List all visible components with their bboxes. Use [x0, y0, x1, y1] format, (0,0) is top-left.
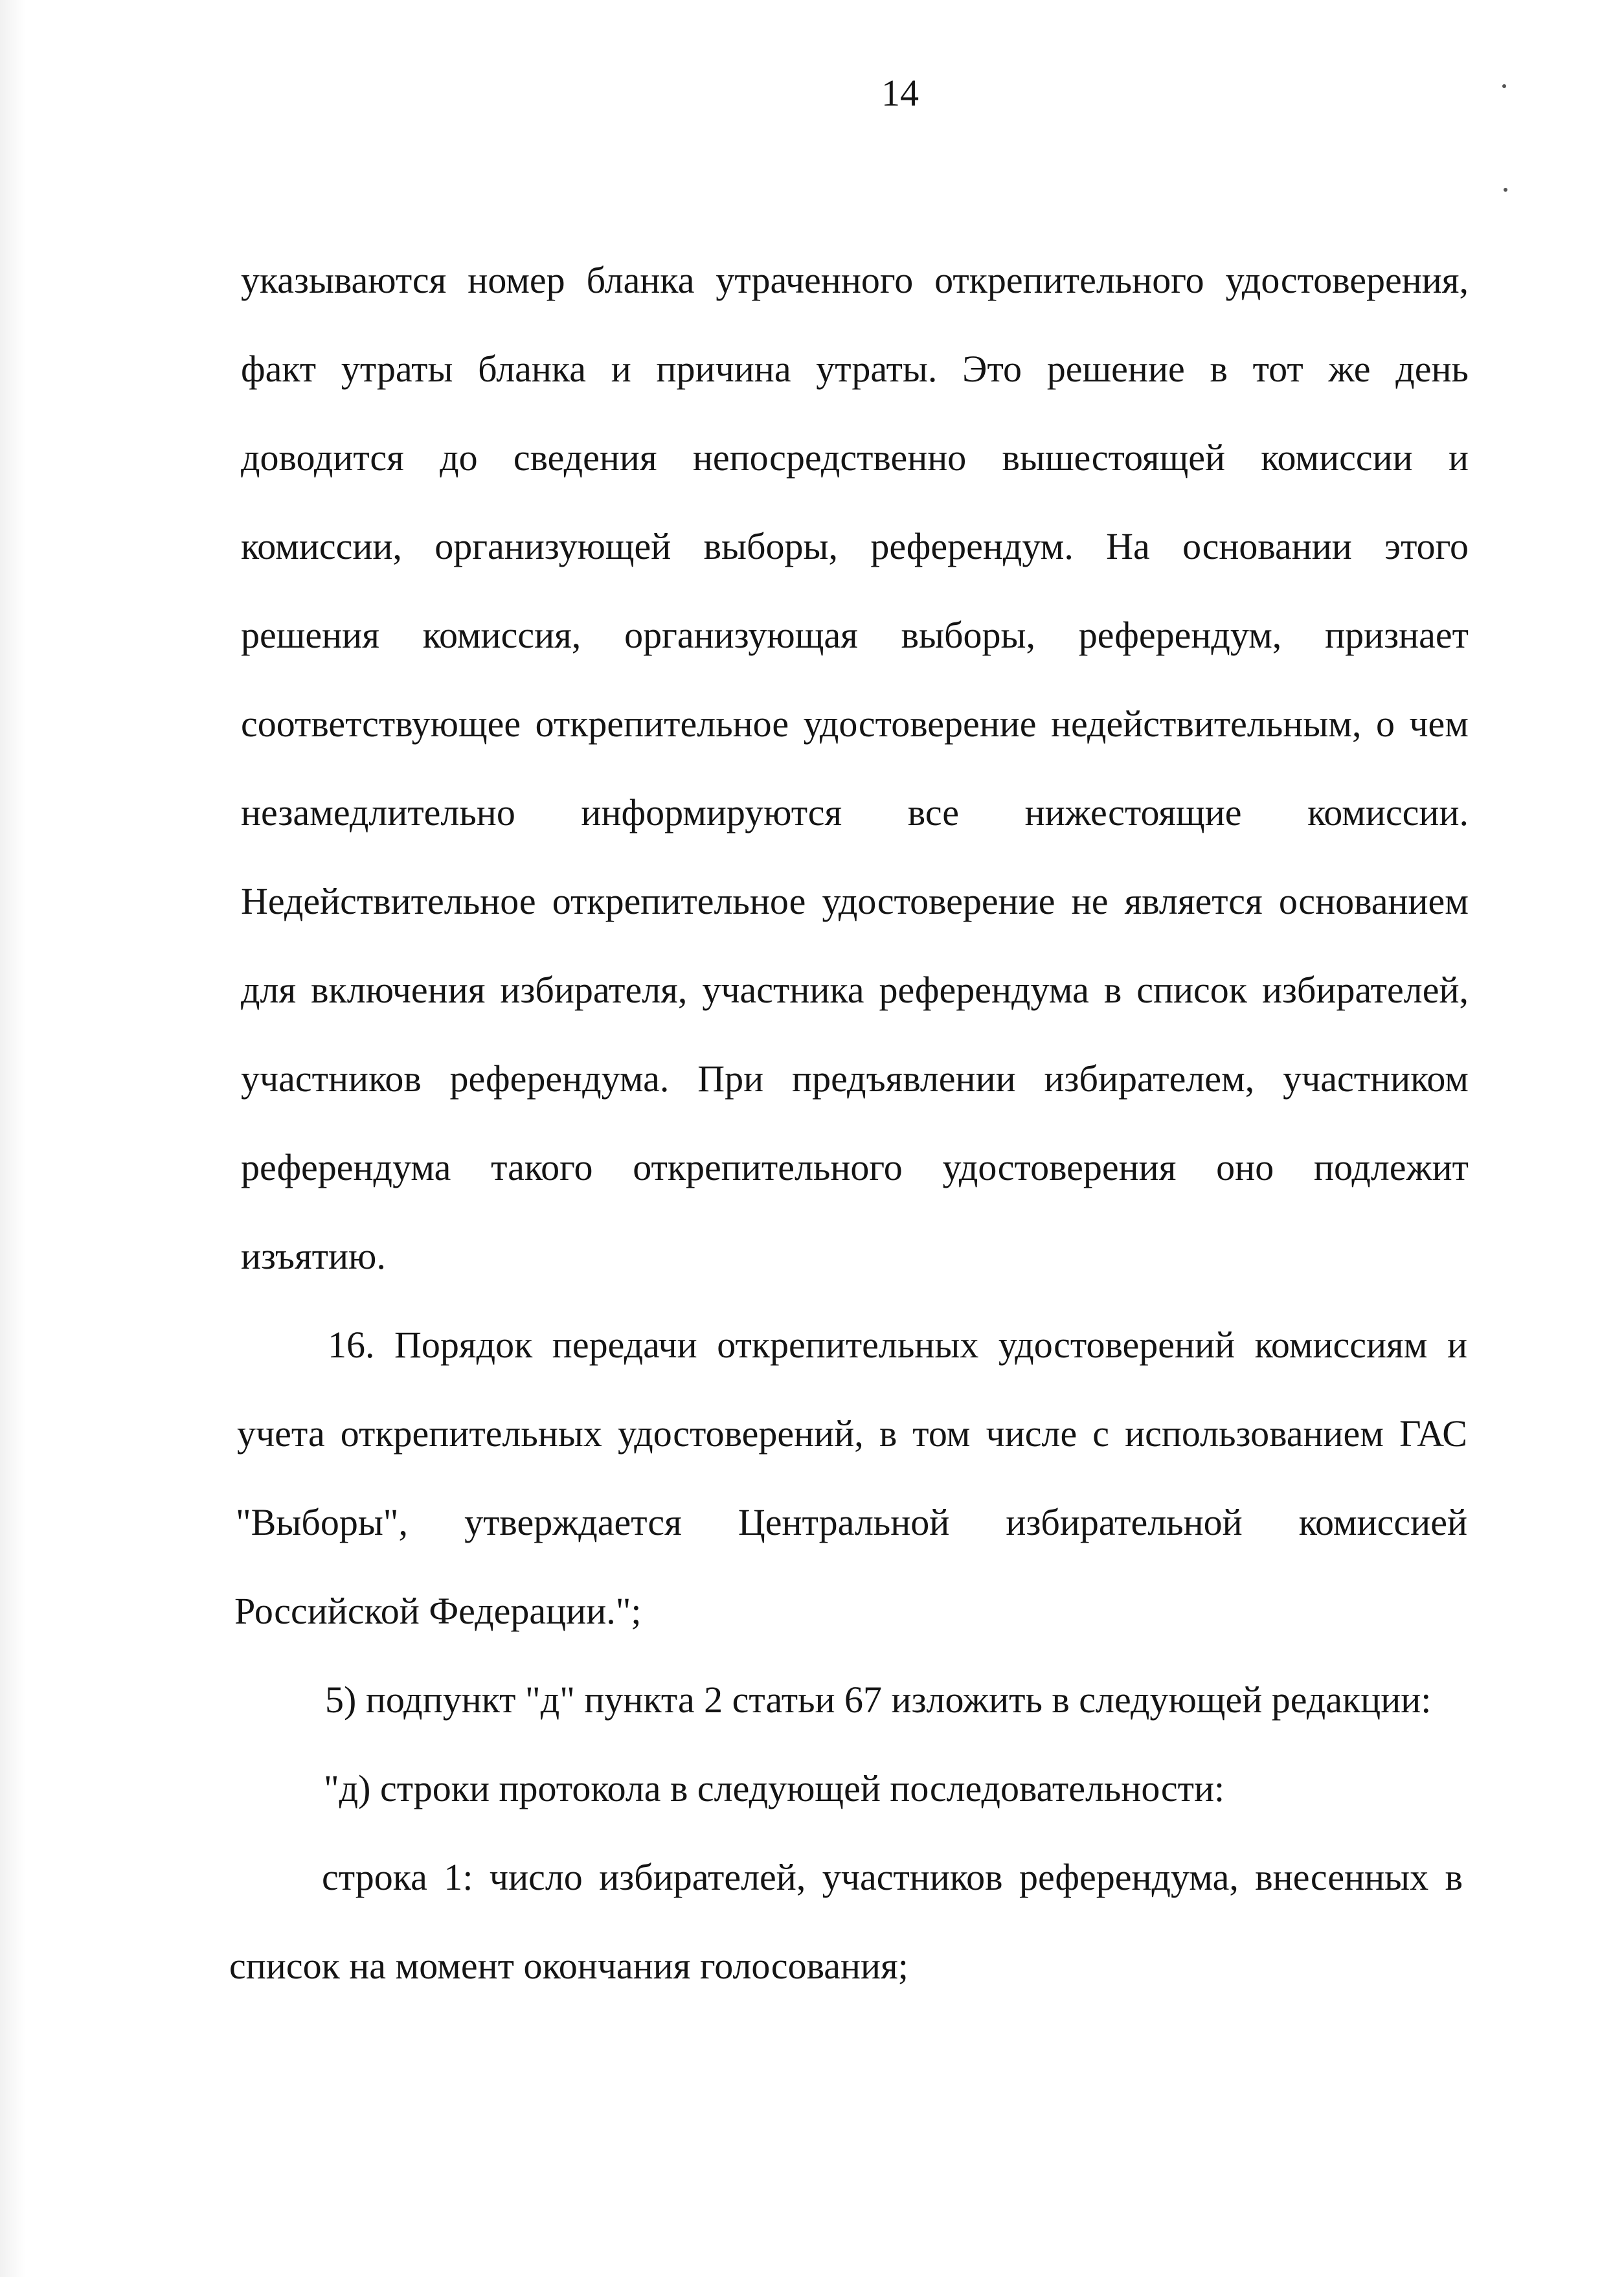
scan-speck [1504, 188, 1507, 192]
text-line: 5) подпункт "д" пункта 2 статьи 67 изложить в следующей редакции: [325, 1679, 1432, 1721]
text-line: референдума такого открепительного удостоверения оно подлежит [241, 1146, 1469, 1188]
text-line: изъятию. [241, 1235, 386, 1277]
text-line: "Выборы", утверждается Центральной избирательной комиссией [236, 1501, 1467, 1543]
text-line: список на момент окончания голосования; [229, 1945, 908, 1987]
text-line: соответствующее открепительное удостоверение недействительным, о чем [241, 703, 1469, 745]
scan-speck [1502, 84, 1506, 88]
text-line: учета открепительных удостоверений, в том числе с использованием ГАС [237, 1412, 1467, 1455]
page-number: 14 [881, 72, 919, 114]
text-line: доводится до сведения непосредственно вышестоящей комиссии и [241, 436, 1469, 479]
scan-edge-shadow [0, 0, 26, 2277]
text-line: строка 1: число избирателей, участников референдума, внесенных в [322, 1856, 1463, 1898]
text-line: участников референдума. При предъявлении избирателем, участником [241, 1058, 1469, 1100]
text-line: решения комиссия, организующая выборы, референдум, признает [241, 614, 1469, 656]
text-line: указываются номер бланка утраченного открепительного удостоверения, [241, 259, 1469, 301]
text-line: комиссии, организующей выборы, референдум. На основании этого [241, 525, 1469, 567]
text-line: 16. Порядок передачи открепительных удостоверений комиссиям и [328, 1324, 1467, 1366]
text-line: факт утраты бланка и причина утраты. Это решение в тот же день [241, 348, 1469, 390]
text-line: "д) строки протокола в следующей последовательности: [324, 1767, 1225, 1809]
text-line: Недействительное открепительное удостоверение не является основанием [241, 880, 1469, 922]
text-line: Российской Федерации."; [234, 1590, 642, 1632]
text-line: для включения избирателя, участника референдума в список избирателей, [241, 969, 1469, 1011]
text-line: незамедлительно информируются все нижестоящие комиссии. [241, 791, 1469, 833]
